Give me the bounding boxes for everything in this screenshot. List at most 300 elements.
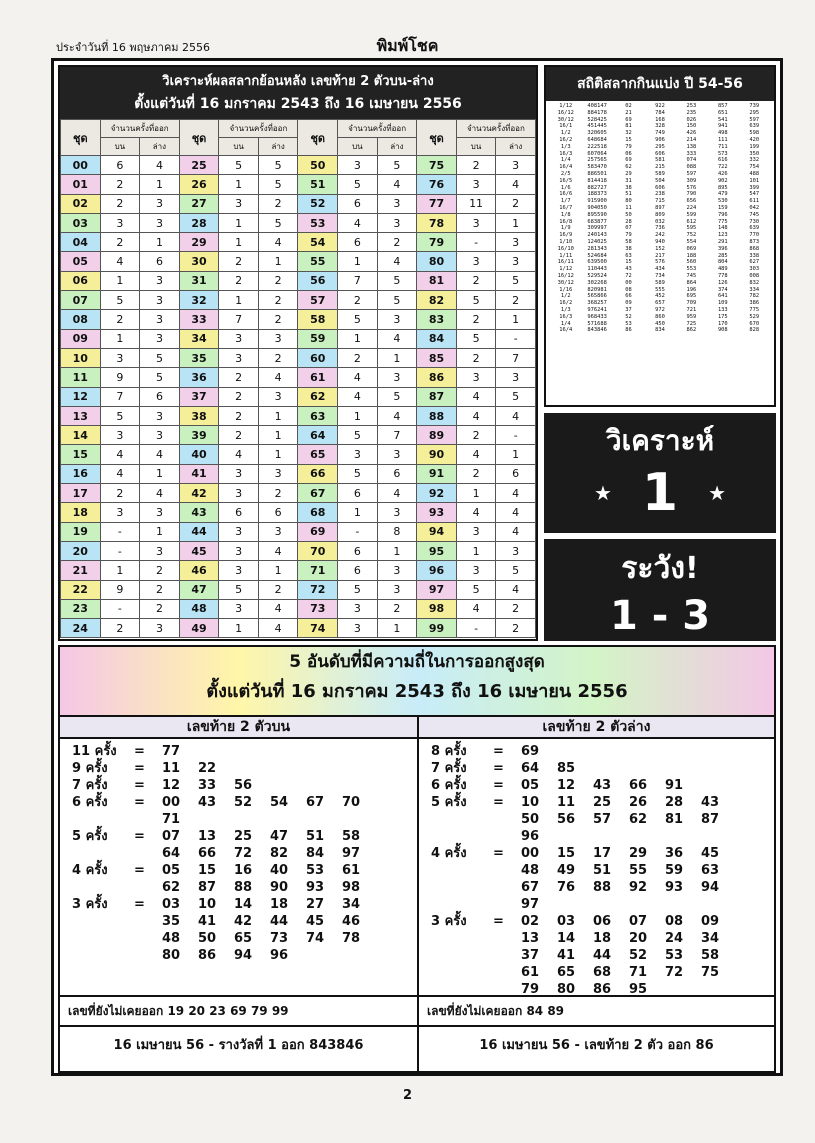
list-item [550,239,770,246]
bottom-count-cell: 1 [140,233,180,252]
top-count-cell: 3 [100,426,140,445]
number-value: 66 [629,778,648,793]
number-cell: 95 [417,541,457,560]
stat-value: 736 [655,225,665,232]
number-value: 05 [521,778,540,793]
column-header-count: จำนวนครั้งที่ออก [338,120,417,138]
bottom-count-cell: 5 [496,387,536,406]
number-value: 62 [629,812,648,827]
bottom-count-cell: 5 [377,291,417,310]
table-row [61,329,536,348]
bottom-count-cell: - [496,426,536,445]
number-cell: 64 [298,426,338,445]
top-count-cell: 7 [100,387,140,406]
stat-value: 16/1 [559,123,573,130]
stat-value: 159 [717,204,728,211]
number-cell: 00 [61,156,101,175]
number-value: 34 [342,897,361,912]
top-count-cell: 5 [338,464,378,483]
stat-value: 281343 [587,245,607,252]
stat-value: 06 [625,150,632,157]
number-cell: 89 [417,426,457,445]
frequency-count: 6 ครั้ง [72,795,108,810]
number-cell: 32 [179,291,219,310]
bottom-count-cell: 3 [377,213,417,232]
top-count-cell: - [338,522,378,541]
number-cell: 07 [61,291,101,310]
bottom-count-cell: 3 [140,271,180,290]
top-count-cell: 4 [100,445,140,464]
top-count-cell: 2 [100,484,140,503]
bottom-count-cell: 1 [258,406,298,425]
bottom-count-cell: 2 [377,233,417,252]
number-value: 97 [521,897,540,912]
top-count-cell: 3 [219,484,259,503]
stat-value: 28 [625,218,632,225]
list-item [550,219,770,226]
number-cell: 09 [61,329,101,348]
column-header-set: ชุด [61,120,101,156]
bottom-count-cell: 3 [258,387,298,406]
stat-value: 111 [717,136,728,143]
stat-value: 616 [717,157,728,164]
number-value: 96 [270,948,289,963]
number-cell: 84 [417,329,457,348]
column-header-set: ชุด [298,120,338,156]
frequency-row [431,794,768,845]
list-item [550,171,770,178]
stat-value: 904050 [587,204,607,211]
stat-value: 16/12 [557,109,574,116]
stat-value: 695 [686,293,697,300]
column-header-top: บน [219,138,259,156]
bottom-count-cell: 6 [140,387,180,406]
never-drawn-numbers: 19 20 23 69 79 99 [167,1004,289,1018]
table-row [61,368,536,387]
top-count-cell: 3 [338,445,378,464]
stat-value: 16/4 [559,164,573,171]
stat-value: 81 [625,123,632,130]
top-count-cell: 1 [219,213,259,232]
stat-value: 15 [625,136,632,143]
stat-value: 711 [717,143,728,150]
stat-value: 722 [717,164,728,171]
stat-value: 597 [686,170,697,177]
stat-value: 864 [686,279,697,286]
number-value: 73 [270,931,289,946]
star-icon: ★ [593,481,612,505]
list-item [550,212,770,219]
stat-value: 639 [749,225,760,232]
stat-value: 399 [749,184,760,191]
stat-value: 589 [655,170,665,177]
bottom-digits-rows [419,739,774,997]
number-value: 69 [521,744,540,759]
stat-value: 63 [625,252,632,259]
bottom-count-cell: 2 [258,348,298,367]
bottom-count-cell: 4 [496,580,536,599]
stat-value: 489 [717,266,728,273]
top-count-cell: 3 [456,368,496,387]
bottom-count-cell: 4 [496,522,536,541]
number-value: 77 [162,744,181,759]
number-cell: 71 [298,561,338,580]
top-count-cell: 1 [219,175,259,194]
number-value: 02 [521,914,540,929]
stat-value: 683877 [587,218,607,225]
number-value: 87 [198,880,217,895]
stat-value: 16/7 [559,204,573,211]
bottom-count-cell: 2 [377,599,417,618]
top-count-cell: 3 [338,156,378,175]
number-cell: 14 [61,426,101,445]
top-count-cell: 4 [100,464,140,483]
list-item [550,321,770,328]
stat-value: 16/2 [559,300,573,307]
bottom-count-cell: 6 [496,464,536,483]
number-cell: 10 [61,348,101,367]
number-value: 65 [234,931,253,946]
top-count-cell: 1 [338,406,378,425]
stat-value: 253 [686,103,697,109]
number-value: 97 [342,846,361,861]
top-count-cell: 3 [219,561,259,580]
stat-value: 31 [625,177,632,184]
stat-value: 38 [625,184,632,191]
stat-value: 611 [749,198,760,205]
column-header-bottom: ล่าง [140,138,180,156]
stat-value: 188373 [587,191,607,198]
page-number: 2 [402,1088,413,1103]
bottom-count-cell: 3 [258,329,298,348]
list-item [550,273,770,280]
stat-value: 124025 [587,238,607,245]
number-cell: 08 [61,310,101,329]
table-row [61,561,536,580]
bottom-count-cell: 3 [140,213,180,232]
stat-value: 488 [749,170,760,177]
number-cell: 74 [298,619,338,638]
number-cell: 02 [61,194,101,213]
stat-value: 240143 [587,232,607,239]
number-cell: 22 [61,580,101,599]
stat-value: 573 [717,150,728,157]
bottom-count-cell: 4 [258,233,298,252]
stat-value: 576 [655,259,665,266]
number-value: 26 [629,795,648,810]
number-value: 93 [306,880,325,895]
caution-numbers: 1 - 3 [609,593,711,639]
number-value: 62 [162,880,181,895]
stat-value: 302268 [587,279,607,286]
top-count-cell: 1 [338,252,378,271]
number-cell: 13 [61,406,101,425]
frequency-numbers [521,794,768,845]
stat-value: 547 [749,191,760,198]
top-count-cell: 9 [100,580,140,599]
frequency-row [431,845,768,913]
number-value: 27 [306,897,325,912]
top-count-cell: 3 [219,522,259,541]
history-stats-panel [58,65,538,641]
stat-value: 862 [686,327,697,334]
number-value: 16 [234,863,253,878]
top-count-cell: - [100,541,140,560]
stat-value: 972 [655,306,665,313]
top-count-cell: 3 [100,348,140,367]
top-count-cell: 6 [338,194,378,213]
number-cell: 79 [417,233,457,252]
number-cell: 63 [298,406,338,425]
number-cell: 72 [298,580,338,599]
lottery-stats-title: สถิติสลากกินแบ่ง ปี 54-56 [546,67,774,101]
stat-value: 641 [717,293,728,300]
number-cell: 61 [298,368,338,387]
top-count-cell: 2 [219,426,259,445]
column-header-count: จำนวนครั้งที่ออก [100,120,179,138]
number-cell: 45 [179,541,219,560]
stat-value: 784 [655,109,665,116]
equals-sign: = [134,761,145,776]
number-cell: 47 [179,580,219,599]
stat-value: 809 [655,211,665,218]
stat-value: 215 [655,164,665,171]
stat-value: 976241 [587,306,607,313]
frequency-count: 7 ครั้ง [72,778,108,793]
bottom-count-cell: 3 [377,503,417,522]
top-count-cell: 3 [338,599,378,618]
bottom-count-cell: 5 [258,156,298,175]
stat-value: 715 [655,198,665,205]
number-value: 72 [234,846,253,861]
number-cell: 81 [417,271,457,290]
bottom-count-cell: 1 [496,213,536,232]
stat-value: 295 [749,109,760,116]
number-cell: 50 [298,156,338,175]
stat-value: 915900 [587,198,607,205]
stat-value: 1/7 [560,198,571,205]
stat-value: 528425 [587,116,607,123]
number-cell: 78 [417,213,457,232]
list-item [550,253,770,260]
stat-value: 782 [749,293,760,300]
number-cell: 25 [179,156,219,175]
number-cell: 39 [179,426,219,445]
bottom-count-cell: 1 [377,348,417,367]
number-value: 82 [270,846,289,861]
number-cell: 42 [179,484,219,503]
number-value: 17 [593,846,612,861]
number-value: 61 [521,965,540,980]
stat-value: 606 [655,150,665,157]
number-cell: 49 [179,619,219,638]
list-item [550,314,770,321]
number-value: 66 [198,846,217,861]
stat-value: 150 [686,123,697,130]
number-value: 12 [162,778,181,793]
stat-value: 16/2 [559,136,573,143]
top-count-cell: - [456,233,496,252]
table-row [61,426,536,445]
stat-value: 745 [749,211,760,218]
top-count-cell: 4 [456,503,496,522]
bottom-count-cell: 3 [377,445,417,464]
number-cell: 83 [417,310,457,329]
number-value: 90 [270,880,289,895]
stat-value: 196 [686,286,697,293]
top-count-cell: 6 [338,541,378,560]
bottom-count-cell: 4 [377,484,417,503]
number-cell: 75 [417,156,457,175]
list-item [550,117,770,124]
stat-value: 79 [625,143,632,150]
bottom-count-cell: 4 [496,484,536,503]
top-count-cell: 1 [219,233,259,252]
top-count-cell: 5 [100,406,140,425]
bottom-count-cell: 4 [140,484,180,503]
list-item [550,232,770,239]
never-drawn-numbers: 84 89 [526,1004,565,1018]
number-value: 61 [342,863,361,878]
stat-value: 11 [625,204,632,211]
top-count-cell: 4 [219,445,259,464]
history-stats-title-line1: วิเคราะห์ผลสลากย้อนหลัง เลขท้าย 2 ตัวบน-ล่าง [162,74,434,89]
table-row [61,271,536,290]
list-item [550,287,770,294]
stat-value: 188 [686,252,697,259]
frequency-numbers [162,760,411,777]
frequency-title-line1: 5 อันดับที่มีความถี่ในการออกสูงสุด [289,652,545,672]
number-value: 13 [198,829,217,844]
number-value: 96 [521,829,540,844]
stat-value: 303 [749,266,760,273]
top-count-cell: 3 [456,175,496,194]
bottom-count-cell: 4 [496,406,536,425]
column-header-set: ชุด [417,120,457,156]
frequency-numbers [521,743,768,760]
list-item [550,103,770,110]
list-item [550,327,770,334]
bottom-count-cell: 3 [140,310,180,329]
stat-value: 168 [655,116,665,123]
number-value: 71 [162,812,181,827]
stat-value: 170 [717,320,728,327]
frequency-row [72,760,411,777]
number-value: 48 [521,863,540,878]
stat-value: 598 [749,130,760,137]
stat-value: 43 [625,266,632,273]
table-row [61,484,536,503]
stat-value: 332 [749,157,760,164]
stat-value: 199 [749,143,760,150]
stat-value: 597 [749,116,760,123]
stat-value: 873 [749,238,760,245]
bottom-count-cell: 2 [258,194,298,213]
number-cell: 18 [61,503,101,522]
bottom-count-cell: 2 [258,291,298,310]
stat-value: 450 [655,320,665,327]
column-header-set: ชุด [179,120,219,156]
stat-value: 581 [655,157,665,164]
number-cell: 31 [179,271,219,290]
top-count-cell: 3 [100,213,140,232]
table-row [61,348,536,367]
top-digits-column [60,715,417,1075]
bottom-count-cell: 3 [377,194,417,213]
number-value: 14 [234,897,253,912]
lottery-stats-panel [544,65,776,407]
stat-value: 1/8 [560,211,571,218]
bottom-count-cell: 1 [258,252,298,271]
stat-value: 897 [655,204,665,211]
equals-sign: = [493,846,504,861]
bottom-count-cell: 5 [377,387,417,406]
number-value: 10 [198,897,217,912]
bottom-count-cell: 3 [377,580,417,599]
stat-value: 639500 [587,259,607,266]
stat-value: 1/4 [560,320,571,327]
list-item [550,293,770,300]
top-count-cell: 2 [100,310,140,329]
number-cell: 43 [179,503,219,522]
number-value: 70 [342,795,361,810]
number-cell: 57 [298,291,338,310]
number-value: 03 [557,914,576,929]
stat-value: 734 [655,272,665,279]
number-value: 68 [593,965,612,980]
stat-value: 886501 [587,170,607,177]
top-count-cell: 4 [456,406,496,425]
top-count-cell: 2 [219,387,259,406]
bottom-count-cell: 5 [258,175,298,194]
stat-value: 72 [625,272,632,279]
top-count-cell: 2 [100,233,140,252]
bottom-count-cell: 5 [377,156,417,175]
top-count-cell: 1 [100,271,140,290]
bottom-count-cell: 4 [258,541,298,560]
list-item [550,280,770,287]
stat-value: 529 [749,313,760,320]
stat-value: 16/5 [559,177,573,184]
bottom-digits-header: เลขท้าย 2 ตัวล่าง [419,715,774,739]
stat-value: 334 [749,286,760,293]
number-cell: 29 [179,233,219,252]
number-cell: 92 [417,484,457,503]
number-cell: 86 [417,368,457,387]
top-count-cell: 3 [100,503,140,522]
number-value: 88 [593,880,612,895]
number-cell: 68 [298,503,338,522]
stat-value: 338 [749,252,760,259]
list-item [550,110,770,117]
stat-value: 58 [625,238,632,245]
number-value: 03 [162,897,181,912]
stat-value: 739 [749,103,760,109]
stat-value: 008 [749,272,760,279]
stat-value: 175 [717,313,728,320]
stat-value: 138 [686,143,697,150]
top-count-cell: 5 [219,156,259,175]
frequency-count: 3 ครั้ง [72,897,108,912]
stat-value: 553 [686,266,697,273]
stat-value: 612 [686,218,697,225]
stat-value: 860 [655,313,665,320]
stat-value: 752 [686,232,697,239]
stat-value: 235 [686,109,697,116]
number-cell: 58 [298,310,338,329]
stat-value: 420 [749,136,760,143]
stat-value: 606 [655,184,665,191]
